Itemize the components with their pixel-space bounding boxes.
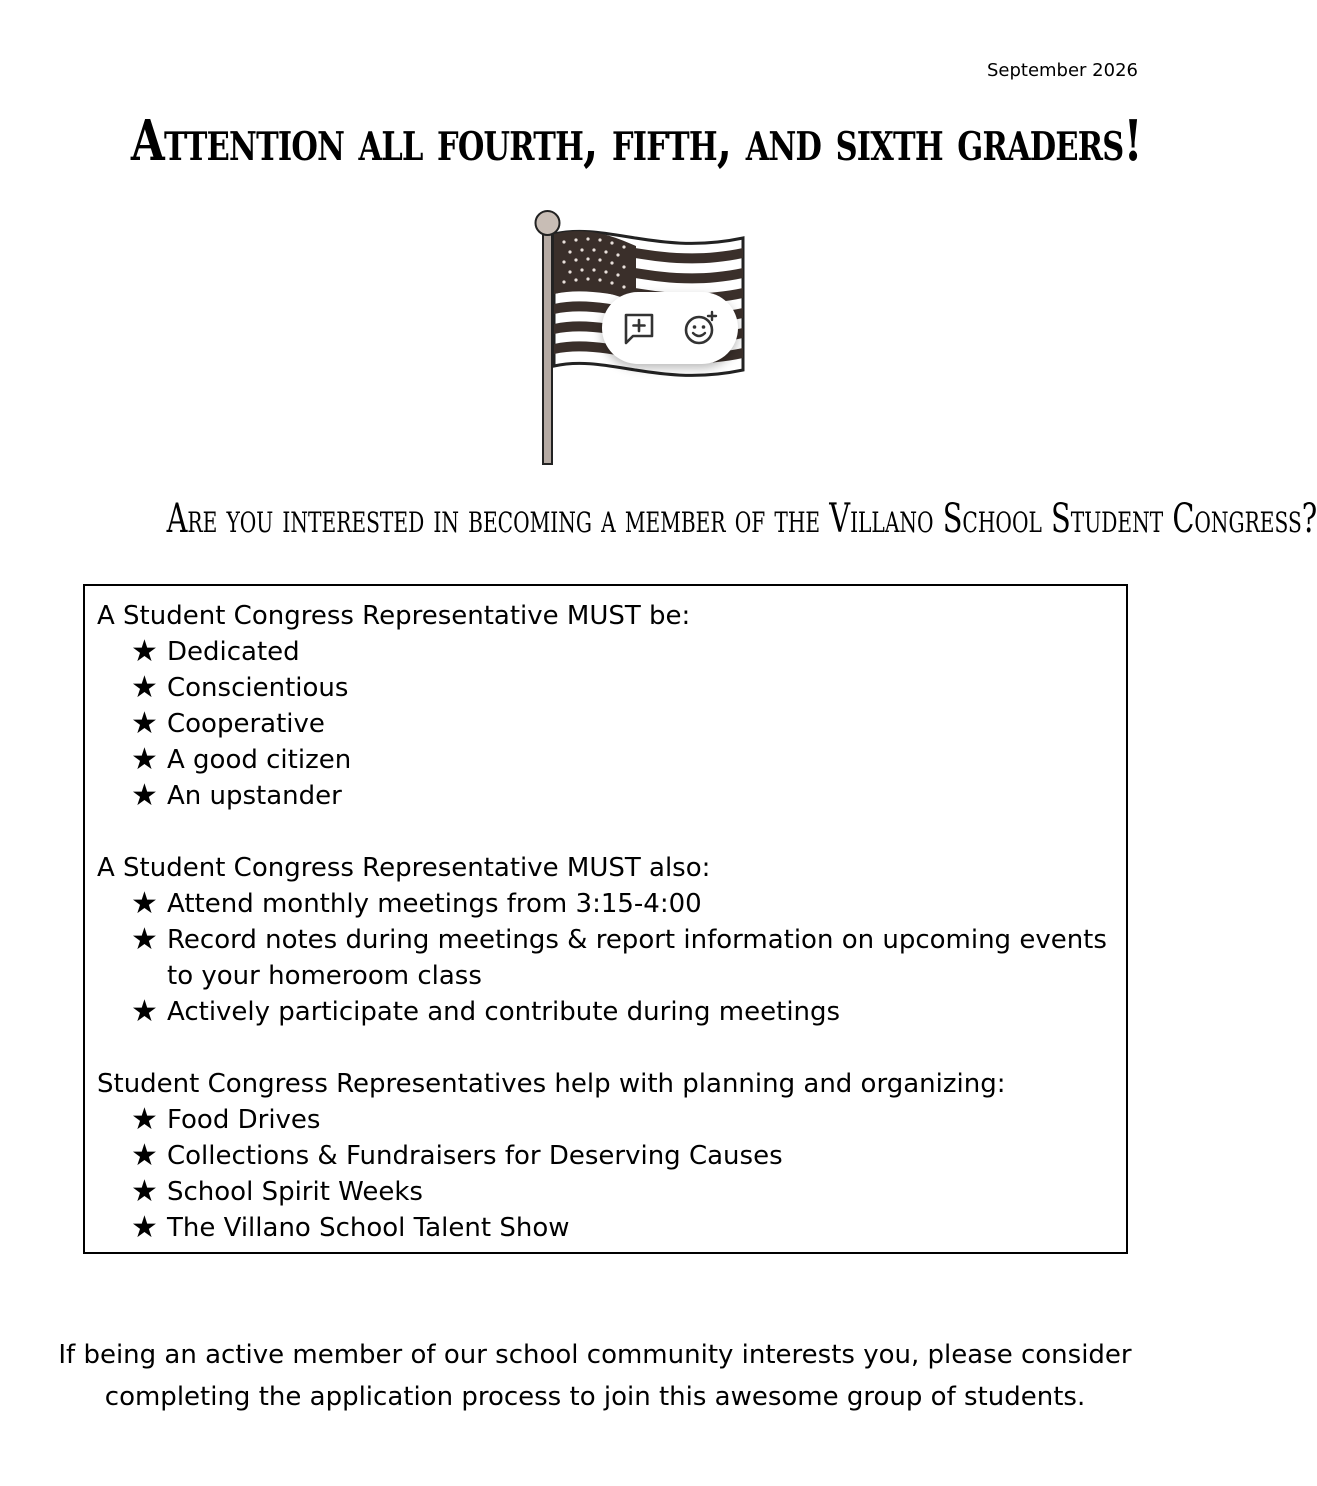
list-item: ★ The Villano School Talent Show: [131, 1210, 570, 1245]
list-item: ★ Cooperative: [131, 706, 325, 741]
star-icon: ★: [131, 634, 158, 669]
comment-toolbar: [602, 292, 738, 364]
section-title: A Student Congress Representative MUST also:: [97, 853, 711, 883]
star-icon: ★: [131, 1174, 158, 1209]
star-icon: ★: [131, 886, 158, 921]
star-icon: ★: [131, 1102, 158, 1137]
star-icon: ★: [131, 994, 158, 1029]
list-item: ★ An upstander: [131, 778, 342, 813]
star-icon: ★: [131, 670, 158, 705]
list-item: ★ Record notes during meetings & report information on upcoming events to your homeroom class: [97, 922, 1126, 994]
list-item: ★ A good citizen: [131, 742, 352, 777]
subheadline: Are you interested in becoming a member of the Villano School Student Congress?: [166, 496, 1317, 542]
requirements-box: [83, 584, 1128, 1254]
star-icon: ★: [131, 1138, 158, 1173]
list-item: ★ Actively participate and contribute during meetings: [131, 994, 841, 1029]
list-item: ★ Food Drives: [131, 1102, 321, 1137]
document-date: September 2026: [986, 60, 1138, 81]
section-title: A Student Congress Representative MUST be:: [97, 601, 691, 631]
star-icon: ★: [131, 778, 158, 813]
add-emoji-reaction-icon[interactable]: [683, 310, 719, 346]
list-item: ★ Dedicated: [131, 634, 300, 669]
section-title: Student Congress Representatives help with planning and organizing:: [97, 1069, 1006, 1099]
add-comment-icon[interactable]: [621, 310, 657, 346]
star-icon: ★: [131, 742, 158, 777]
footer-text: If being an active member of our school community interests you, please consider completing the application process to join this awesome group of students.: [58, 1340, 1132, 1412]
star-icon: ★: [131, 706, 158, 741]
list-item: ★ Conscientious: [131, 670, 349, 705]
star-icon: ★: [131, 1210, 158, 1245]
list-item: ★ Attend monthly meetings from 3:15-4:00: [131, 886, 702, 921]
headline: Attention all fourth, fifth, and sixth graders!: [130, 108, 1142, 174]
list-item: ★ School Spirit Weeks: [131, 1174, 423, 1209]
list-item: ★ Collections & Fundraisers for Deserving Causes: [131, 1138, 783, 1173]
star-icon: ★: [131, 922, 158, 957]
